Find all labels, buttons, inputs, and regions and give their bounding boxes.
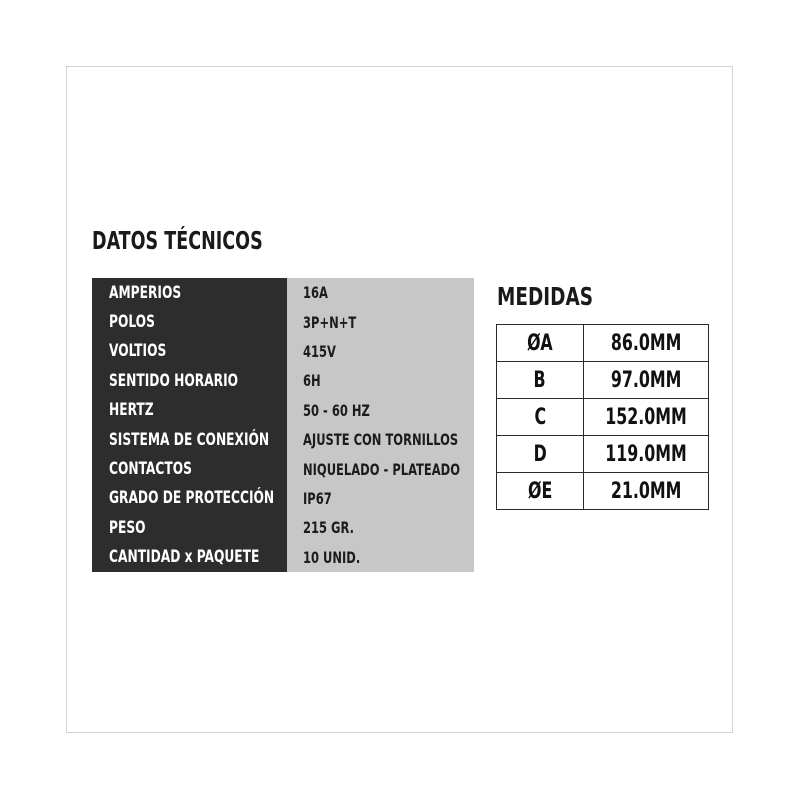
measure-key: ØE <box>497 473 584 510</box>
spec-row-voltios <box>92 337 474 366</box>
spec-label: CANTIDAD x PAQUETE <box>109 547 260 568</box>
spec-label: VOLTIOS <box>109 341 167 362</box>
measure-row-c <box>497 399 709 436</box>
measure-value: 152.0MM <box>583 399 708 436</box>
spec-value: 10 UNID. <box>303 547 361 567</box>
spec-row-peso <box>92 513 474 542</box>
spec-row-cantidad-paquete <box>92 543 474 572</box>
spec-label: CONTACTOS <box>109 459 192 480</box>
measure-value: 119.0MM <box>583 436 708 473</box>
spec-row-grado-proteccion <box>92 484 474 513</box>
spec-label: AMPERIOS <box>109 282 182 303</box>
spec-row-contactos <box>92 454 474 483</box>
spec-value: 16A <box>303 283 328 303</box>
spec-value: NIQUELADO - PLATEADO <box>303 459 460 479</box>
spec-value: IP67 <box>303 488 332 508</box>
measure-row-e <box>497 473 709 510</box>
specs-title: DATOS TÉCNICOS <box>92 226 263 255</box>
spec-value: 50 - 60 HZ <box>303 400 370 420</box>
measures-table <box>496 324 709 510</box>
spec-row-sistema-conexion <box>92 425 474 454</box>
measure-value: 97.0MM <box>583 362 708 399</box>
spec-value: 215 GR. <box>303 518 354 538</box>
measure-row-b <box>497 362 709 399</box>
spec-row-amperios <box>92 278 474 307</box>
specs-table <box>92 278 474 572</box>
measures-title: MEDIDAS <box>497 282 594 311</box>
spec-row-sentido-horario <box>92 366 474 395</box>
measure-key: B <box>497 362 584 399</box>
spec-label: SENTIDO HORARIO <box>109 370 239 391</box>
spec-row-polos <box>92 307 474 336</box>
spec-label: PESO <box>109 517 146 538</box>
spec-value: 3P+N+T <box>303 312 357 332</box>
spec-label: GRADO DE PROTECCIÓN <box>109 488 275 509</box>
spec-label: SISTEMA DE CONEXIÓN <box>109 429 270 450</box>
spec-row-hertz <box>92 396 474 425</box>
spec-value: 6H <box>303 371 321 391</box>
measure-key: D <box>497 436 584 473</box>
spec-value: AJUSTE CON TORNILLOS <box>303 430 459 450</box>
measure-row-d <box>497 436 709 473</box>
spec-value: 415V <box>303 341 336 361</box>
spec-label: POLOS <box>109 312 155 333</box>
spec-label: HERTZ <box>109 400 154 421</box>
measure-row-a <box>497 325 709 362</box>
measure-key: ØA <box>497 325 584 362</box>
measure-value: 21.0MM <box>583 473 708 510</box>
measure-value: 86.0MM <box>583 325 708 362</box>
measure-key: C <box>497 399 584 436</box>
